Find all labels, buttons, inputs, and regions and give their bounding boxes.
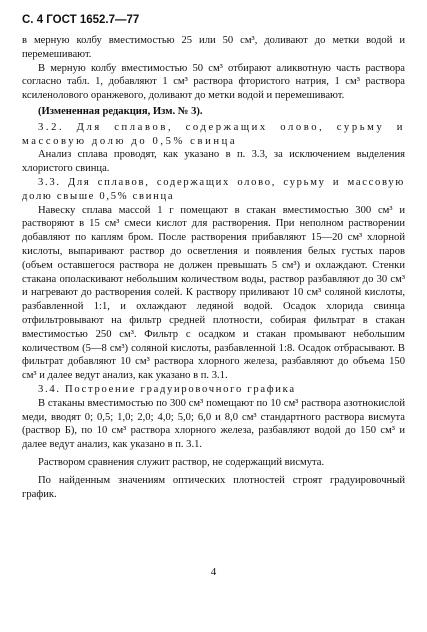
page-number: 4 — [210, 566, 217, 578]
amendment-note: (Измененная редакция, Изм. № 3). — [38, 105, 203, 117]
paragraph-calibration-graph: По найденным значениям оптических плотностей строят градуировочный график. — [22, 474, 405, 500]
paragraph-continuation: в мерную колбу вместимостью 25 или 50 см³, доливают до метки водой и перемешивают. — [22, 35, 405, 60]
paragraph-aliquot: В мерную колбу вместимостью 50 см³ отбирают аликвотную часть раствора согласно табл. 1, добавляют 1 см³ раствора фтористого натрия, 1 см³ раствора ксиленолового оранжевого, доливают до метки водой и перемешивают. — [22, 62, 405, 102]
section-3-4-heading: 3.4. Построение градуировочного графика — [38, 383, 296, 395]
page-header: С. 4 ГОСТ 1652.7—77 — [22, 14, 140, 26]
section-3-4-text: В стаканы вместимостью по 300 см³ помещают по 10 см³ раствора азотнокислой меди, вводят 0; 0,5; 1,0; 2,0; 4,0; 5,0; 6,0 и 8,0 см³ стандартного раствора висмута (раствор Б), по 10 см³ раствора хлорного железа, разбавляют водой до 150 см³ и далее ведут анализ, как указано в п. 3.1. — [22, 397, 405, 451]
paragraph-reference-solution: Раствором сравнения служит раствор, не содержащий висмута. — [38, 456, 325, 468]
section-3-3-text: Навеску сплава массой 1 г помещают в стакан вместимостью 300 см³ и растворяют в 15 см³ смеси кислот для растворения. При неполном растворении добавляют по каплям бром. После растворения прибавляют 15—20 см³ хлорной кислоты, выпаривают раствор до осветления и появления белых густых паров (объем оставшегося раствора не должен превышать 5 см³) и охлаждают. Стенки стакана ополаскивают небольшим количеством воды, раствор разбавляют до 30 см³ и нагревают до растворения солей. К раствору приливают 10 см³ соляной кислоты, разбавленной 1:1, и охлаждают ледяной водой. Осадок хлорида свинца отфильтровывают на фильтр средней плотности, собирая фильтрат в стакан вместимостью 250 см³. Фильтр с осадком и стакан промывают небольшим количеством (5—8 см³) соляной кислоты, разбавленной 1:8. Осадок отбрасывают. В фильтрат добавляют 10 см³ раствора хлорного железа, разбавляют до объема 150 см³ и далее ведут анализ, как указано в п. 3.1. — [22, 204, 405, 382]
section-3-3-heading: 3.3. Для сплавов, содержащих олово, сурьму и массовую долю свыше 0,5% свинца — [22, 176, 405, 202]
section-3-2-text: Анализ сплава проводят, как указано в п. 3.3, за исключением выделения хлористого свинца. — [22, 149, 405, 175]
section-3-2-heading: 3.2. Для сплавов, содержащих олово, сурьму и массовую долю до 0,5% свинца — [22, 121, 405, 147]
